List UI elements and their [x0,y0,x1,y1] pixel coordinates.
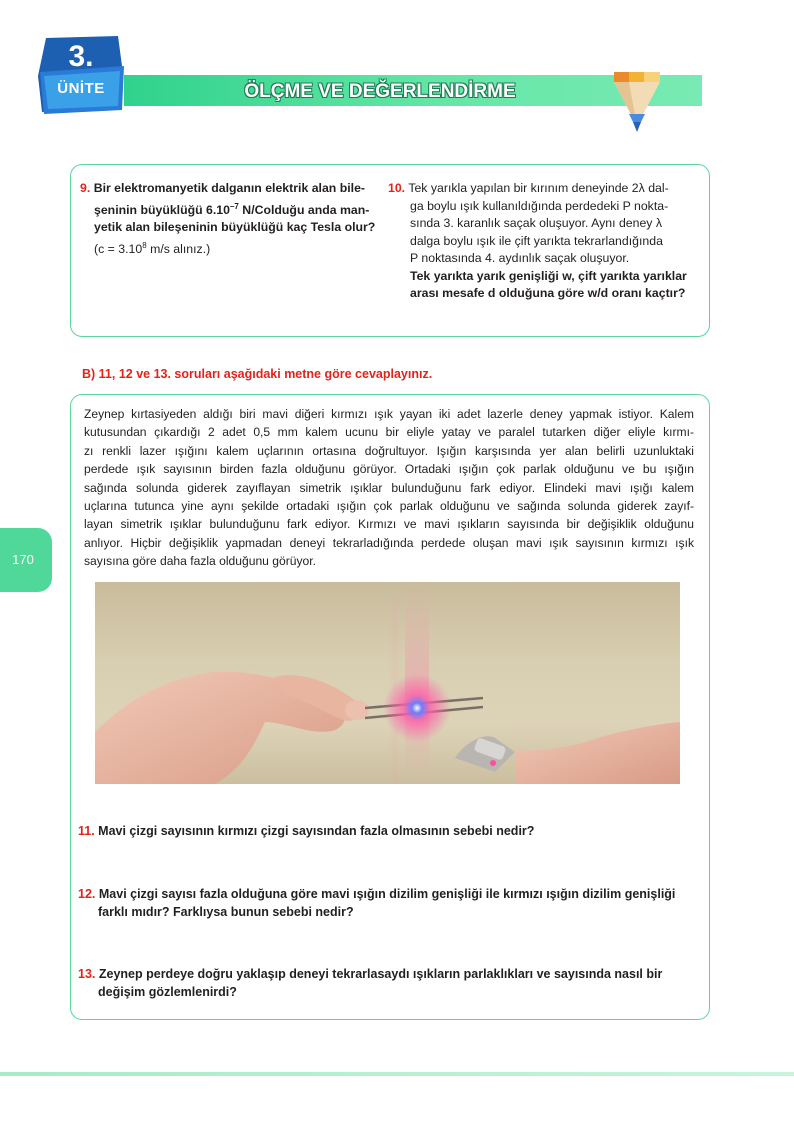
question-9-exponent-2: 8 [142,240,147,250]
unit-number: 3. [68,40,94,73]
unit-label: ÜNİTE [57,80,105,97]
question-13-line-2: değişim gözlemlenirdi? [98,985,237,999]
question-9-line-4-rest: m/s alınız.) [146,241,211,256]
passage-line-4: perdede ışık sayısının birden fazla olduğunu görüyor. Ortadaki ışığın çok parlak olduğunu ve bu ışığın [84,462,694,477]
question-10-line-1: Tek yarıkla yapılan bir kırınım deneyinde 2λ dal- [408,181,669,195]
passage-line-9: sayısına göre daha fazla olduğunu görüyor. [84,554,316,569]
question-12-number: 12. [78,887,96,901]
experiment-photo-illustration [95,582,680,784]
question-12-line-1: Mavi çizgi sayısı fazla olduğuna göre mavi ışığın dizilim genişliği ile kırmızı ışığın dizilim genişliği [98,887,676,901]
passage-line-3: zı renkli lazer ışığını kalem uçlarının ortasına doğrultuyor. Işığın karşısında yer alan belirli uzunluktaki [84,443,694,458]
question-9 [80,180,380,258]
passage-line-7: layan simetrik ışıklar bulunduğunu fark ediyor. Kırmızı ve mavi ışıkların sayısında bir değişiklik olduğunu [84,517,694,532]
question-13-line-1: Zeynep perdeye doğru yaklaşıp deneyi tekrarlasaydı ışıkların parlaklıkları ve sayısında nasıl bir [98,967,663,981]
footer-line [0,1072,794,1076]
passage-line-6: uçlarına tutunca yine aynı şekilde ortadaki ışığın çok parlak olduğunu ve sağında solunda giderek zayıf- [84,499,694,514]
experiment-photo [95,582,680,784]
question-9-exponent: –7 [229,201,239,211]
passage-line-8: anlıyor. Hiçbir değişiklik yapmadan deneyi tekrarladığında perdede oluşan mavi ışık sayısının kırmızı ışık [84,535,694,550]
question-10-line-7: arası mesafe d olduğuna göre w/d oranı kaçtır? [410,286,686,300]
question-11 [78,822,698,840]
passage-line-2: kutusundan çıkardığı 2 adet 0,5 mm kalem ucunu bir eliyle yatay ve paralel tutarken diğer eliyle kırmı- [84,425,694,440]
pencil-icon [612,70,662,138]
question-10 [388,180,696,303]
passage-line-1: Zeynep kırtasiyeden aldığı biri mavi diğeri kırmızı ışık yayan iki adet lazerle deney yapmak istiyor. Kalem [84,407,694,421]
question-9-line-4: (c = 3.10 [94,241,143,256]
passage-line-5: sağında solunda giderek zayıflayan simetrik ışıklar bulunduğunu fark ediyor. Elindeki mavi ışığı kalem [84,480,694,495]
question-12 [78,885,698,921]
question-9-number: 9. [80,181,91,195]
question-9-line-2: şeninin büyüklüğü 6.10 [94,202,230,217]
question-9-line-1: Bir elektromanyetik dalganın elektrik alan bile- [93,181,365,195]
question-11-text: Mavi çizgi sayısının kırmızı çizgi sayısından fazla olmasının sebebi nedir? [98,824,535,838]
question-9-line-2-rest: N/Colduğu anda man- [238,202,370,217]
question-10-line-4: dalga boylu ışık ile çift yarıkta tekrarlandığında [410,233,663,248]
question-11-number: 11. [78,824,95,838]
page-title: ÖLÇME VE DEĞERLENDİRME [244,81,516,102]
question-12-line-2: farklı mıdır? Farklıysa bunun sebebi nedir? [98,905,354,919]
section-b-heading: B) 11, 12 ve 13. soruları aşağıdaki metne göre cevaplayınız. [82,367,433,381]
question-10-line-3: sında 3. karanlık saçak oluşuyor. Aynı deney λ [410,216,663,230]
passage-text [84,405,694,571]
unit-badge [38,36,124,114]
question-10-line-5: P noktasında 4. aydınlık saçak oluşuyor. [410,251,630,265]
question-9-line-3: yetik alan bileşeninin büyüklüğü kaç Tesla olur? [94,220,376,235]
question-13 [78,965,698,1001]
question-10-number: 10. [388,181,406,195]
page-number: 170 [12,552,34,567]
page-number-tab [0,528,52,592]
question-10-line-6: Tek yarıkta yarık genişliği w, çift yarıkta yarıklar [410,268,687,283]
question-10-line-2: ga boylu ışık kullanıldığında perdedeki P nokta- [410,198,669,213]
question-13-number: 13. [78,967,96,981]
